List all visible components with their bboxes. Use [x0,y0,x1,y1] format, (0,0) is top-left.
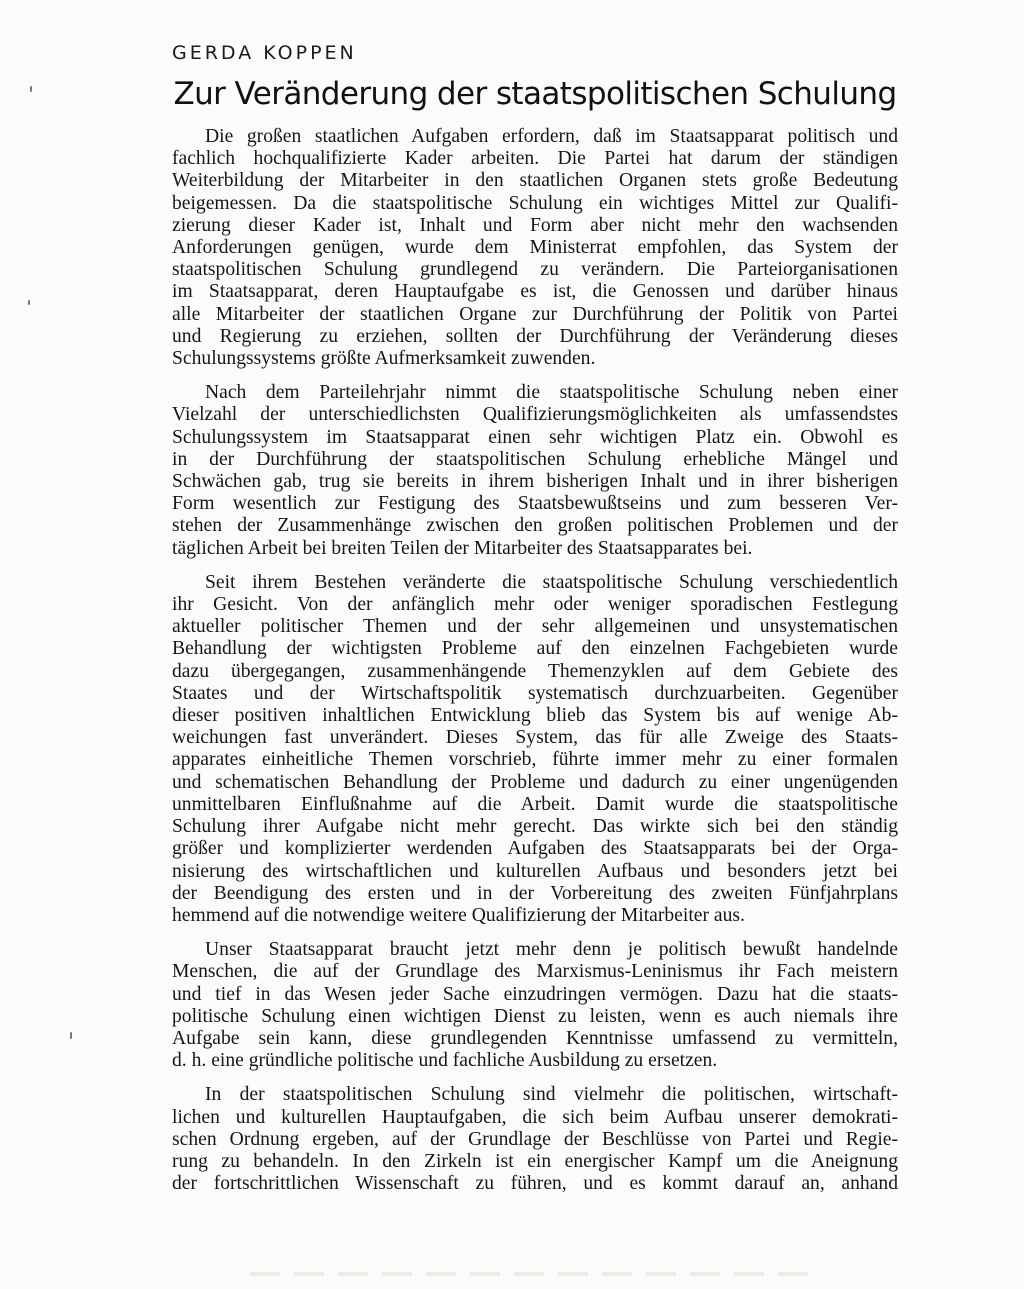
text-line: Form wesentlich zur Festigung des Staatsbewußtseins und zum besseren Ver- [172,493,898,515]
text-line: politische Schulung einen wichtigen Dienst zu leisten, wenn es auch niemals ihre [172,1005,898,1027]
paragraph-3 [172,572,898,927]
text-line: Schwächen gab, trug sie bereits in ihrem bisherigen Inhalt und in ihrer bisherigen [172,471,898,493]
text-line: apparates einheitliche Themen vorschrieb, führte immer mehr zu einer formalen [172,749,898,771]
text-line: unmittelbaren Einflußnahme auf die Arbeit. Damit wurde die staatspolitische [172,793,898,815]
text-line: schen Ordnung ergeben, auf der Grundlage der Beschlüsse von Partei und Regie- [172,1128,898,1150]
text-line: lichen und kulturellen Hauptaufgaben, die sich beim Aufbau unserer demokrati- [172,1106,898,1128]
text-line: größer und komplizierter werdenden Aufgaben des Staatsapparats bei der Orga- [172,838,898,860]
text-line: Menschen, die auf der Grundlage des Marxismus-Leninismus ihr Fach meistern [172,961,898,983]
text-line: ihr Gesicht. Von der anfänglich mehr oder weniger sporadischen Festlegung [172,594,898,616]
bleed-through-text [250,1272,810,1276]
text-line: Schulungssystem im Staatsapparat einen sehr wichtigen Platz ein. Obwohl es [172,426,898,448]
scan-speck [30,86,32,92]
text-line: weichungen fast unverändert. Dieses System, das für alle Zweige des Staats- [172,727,898,749]
scan-speck [28,300,30,305]
text-line: hemmend auf die notwendige weitere Qualifizierung der Mitarbeiter aus. [172,904,745,926]
article-body [172,126,898,1207]
text-line: im Staatsapparat, deren Hauptaufgabe es ist, die Genossen und darüber hinaus [172,281,898,303]
text-line: dazu übergegangen, zusammenhängende Themenzyklen auf dem Gebiete des [172,660,898,682]
paragraph-1 [172,126,898,370]
text-line: beigemessen. Da die staatspolitische Schulung ein wichtiges Mittel zur Qualifi- [172,192,898,214]
text-line: und Regierung zu erziehen, sollten der Durchführung der Veränderung dieses [172,325,898,347]
text-line: fachlich hochqualifizierte Kader arbeiten. Die Partei hat darum der ständigen [172,148,898,170]
text-line: Schulung ihrer Aufgabe nicht mehr gerecht. Das wirkte sich bei den ständig [172,816,898,838]
text-line: stehen der Zusammenhänge zwischen den großen politischen Problemen und der [172,515,898,537]
text-line: Unser Staatsapparat braucht jetzt mehr denn je politisch bewußt handelnde [205,939,898,961]
text-line: Staates und der Wirtschaftspolitik systematisch durchzuarbeiten. Gegenüber [172,682,898,704]
paragraph-5 [172,1084,898,1195]
paragraph-4 [172,939,898,1072]
text-line: und schematischen Behandlung der Probleme und dadurch zu einer ungenügenden [172,771,898,793]
scan-speck [70,1032,72,1039]
author-name: GERDA KOPPEN [172,42,357,64]
text-line: Behandlung der wichtigsten Probleme auf den einzelnen Fachgebieten wurde [172,638,898,660]
text-line: der Beendigung des ersten und in der Vorbereitung des zweiten Fünfjahrplans [172,882,898,904]
article-title: Zur Veränderung der staatspolitischen Schulung [173,76,897,112]
text-line: zierung dieser Kader ist, Inhalt und Form aber nicht mehr den wachsenden [172,214,898,236]
paragraph-2 [172,382,898,560]
text-line: Anforderungen genügen, wurde dem Ministerrat empfohlen, das System der [172,237,898,259]
text-line: Schulungssystems größte Aufmerksamkeit zuwenden. [172,348,596,370]
text-line: nisierung des wirtschaftlichen und kulturellen Aufbaus und besonders jetzt bei [172,860,898,882]
text-line: in der Durchführung der staatspolitischen Schulung erhebliche Mängel und [172,448,898,470]
text-line: alle Mitarbeiter der staatlichen Organe zur Durchführung der Politik von Partei [172,303,898,325]
text-line: Nach dem Parteilehrjahr nimmt die staatspolitische Schulung neben einer [205,382,898,404]
text-line: staatspolitischen Schulung grundlegend zu verändern. Die Parteiorganisationen [172,259,898,281]
text-line: In der staatspolitischen Schulung sind vielmehr die politischen, wirtschaft- [205,1084,898,1106]
text-line: aktueller politischer Themen und der sehr allgemeinen und unsystematischen [172,616,898,638]
text-line: Die großen staatlichen Aufgaben erfordern, daß im Staatsapparat politisch und [205,126,898,147]
text-line: Weiterbildung der Mitarbeiter in den staatlichen Organen stets große Bedeutung [172,170,898,192]
text-line: rung zu behandeln. In den Zirkeln ist ein energischer Kampf um die Aneignung [172,1150,898,1172]
text-line: Aufgabe sein kann, diese grundlegenden Kenntnisse umfassend zu vermitteln, [172,1027,898,1049]
text-line: Vielzahl der unterschiedlichsten Qualifizierungsmöglichkeiten als umfassendstes [172,404,898,426]
text-line: Seit ihrem Bestehen veränderte die staatspolitische Schulung verschiedentlich [205,571,898,593]
text-line: der fortschrittlichen Wissenschaft zu führen, und es kommt darauf an, anhand [172,1173,898,1195]
text-line: täglichen Arbeit bei breiten Teilen der Mitarbeiter des Staatsapparates bei. [172,537,753,559]
text-line: d. h. eine gründliche politische und fachliche Ausbildung zu ersetzen. [172,1050,718,1072]
text-line: und tief in das Wesen jeder Sache einzudringen vermögen. Dazu hat die staats- [172,983,898,1005]
text-line: dieser positiven inhaltlichen Entwicklung blieb das System bis auf wenige Ab- [172,705,898,727]
